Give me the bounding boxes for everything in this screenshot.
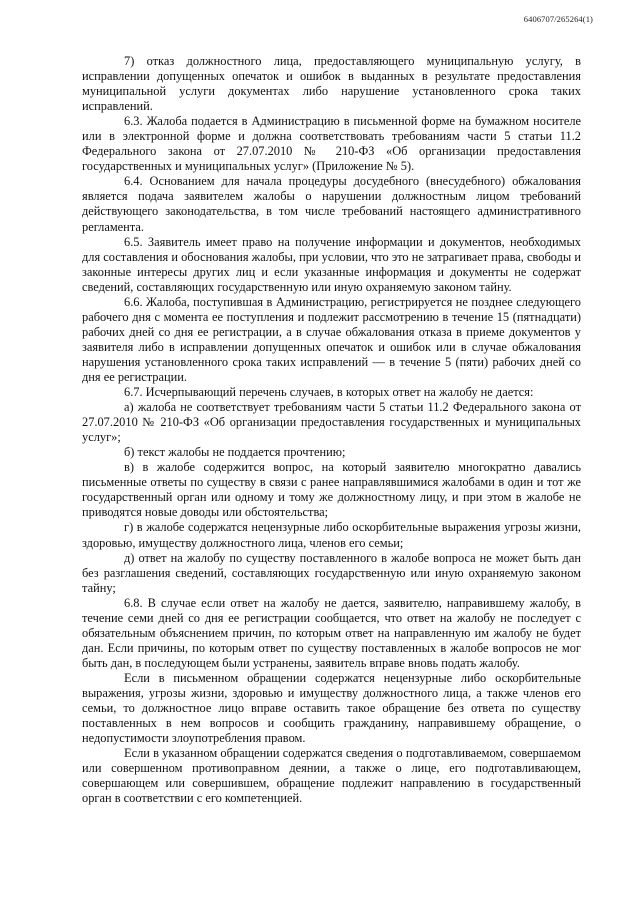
document-id: 6406707/265264(1) bbox=[523, 14, 593, 24]
paragraph-6-7-b: б) текст жалобы не поддается прочтению; bbox=[124, 445, 346, 460]
paragraph-6-3: 6.3. Жалоба подается в Администрацию в письменной форме на бумажном носителе или в электронной форме и должна соответствовать требованиям части 5 статьи 11.2 Федерального закона от 27.07.2010 № 210-ФЗ «Об организации предоставления государственных и муниципальных услуг» (Приложение № 5). bbox=[82, 114, 581, 174]
paragraph-6-7-g: г) в жалобе содержатся нецензурные либо оскорбительные выражения угрозы жизни, здоровью, имуществу должностного лица, членов его семьи; bbox=[82, 520, 581, 550]
paragraph-item-7: 7) отказ должностного лица, предоставляющего муниципальную услугу, в исправлении допущенных опечаток и ошибок в выданных в результате предоставления муниципальной услуги документах либо нарушение установленного срока таких исправлений. bbox=[82, 54, 581, 114]
paragraph-6-5: 6.5. Заявитель имеет право на получение информации и документов, необходимых для составления и обоснования жалобы, при условии, что это не затрагивает права, свободы и законные интересы других лиц и если указанные информация и документы не содержат сведений, составляющих государственную или иную охраняемую законом тайну. bbox=[82, 234, 581, 294]
paragraph-6-7-v: в) в жалобе содержится вопрос, на который заявителю многократно давались письменные ответы по существу в связи с ранее направлявшимися жалобами в один и тот же государственный орган или одному и тому же должностному лицу, и при этом в жалобе не приводятся новые доводы или обстоятельства; bbox=[82, 460, 581, 520]
paragraph-unlawful-act: Если в указанном обращении содержатся сведения о подготавливаемом, совершаемом или совершенном противоправном деянии, а также о лице, его подготавливающем, совершающем или совершившем, обращение подлежит направлению в государственный орган в соответствии с его компетенцией. bbox=[82, 746, 581, 806]
paragraph-6-7-d: д) ответ на жалобу по существу поставленного в жалобе вопроса не может быть дан без разглашения сведений, составляющих государственную или иную охраняемую законом тайну; bbox=[82, 550, 581, 595]
paragraph-6-4: 6.4. Основанием для начала процедуры досудебного (внесудебного) обжалования является подача заявителем жалобы о нарушении должностным лицом требований действующего законодательства, в том числе требований настоящего административного регламента. bbox=[82, 174, 581, 234]
paragraph-6-7: 6.7. Исчерпывающий перечень случаев, в которых ответ на жалобу не дается: bbox=[124, 385, 534, 400]
document-body bbox=[82, 54, 581, 806]
paragraph-6-7-a: а) жалоба не соответствует требованиям части 5 статьи 11.2 Федерального закона от 27.07.2010 № 210-ФЗ «Об организации предоставления государственных и муниципальных услуг»; bbox=[82, 400, 581, 445]
paragraph-offensive-appeal: Если в письменном обращении содержатся нецензурные либо оскорбительные выражения, угрозы жизни, здоровью и имуществу должностного лица, а также членов его семьи, то должностное лицо вправе оставить такое обращение без ответа по существу поставленных в нем вопросов и сообщить гражданину, направившему обращение, о недопустимости злоупотребления правом. bbox=[82, 670, 581, 746]
paragraph-6-6: 6.6. Жалоба, поступившая в Администрацию, регистрируется не позднее следующего рабочего дня с момента ее поступления и подлежит рассмотрению в течение 15 (пятнадцати) рабочих дней со дня ее регистрации, а в случае обжалования отказа в приеме документов у заявителя либо в исправлении допущенных опечаток и ошибок или в случае обжалования нарушения установленного срока таких исправлений — в течение 5 (пяти) рабочих дней со дня ее регистрации. bbox=[82, 294, 581, 384]
paragraph-6-8: 6.8. В случае если ответ на жалобу не дается, заявителю, направившему жалобу, в течение семи дней со дня ее регистрации сообщается, что ответ на жалобу не последует с обязательным объяснением причин, по которым ответ на направленную им жалобу не будет дан. Если причины, по которым ответ по существу поставленных в жалобе вопросов не мог быть дан, в последующем были устранены, заявитель вправе вновь подать жалобу. bbox=[82, 595, 581, 670]
